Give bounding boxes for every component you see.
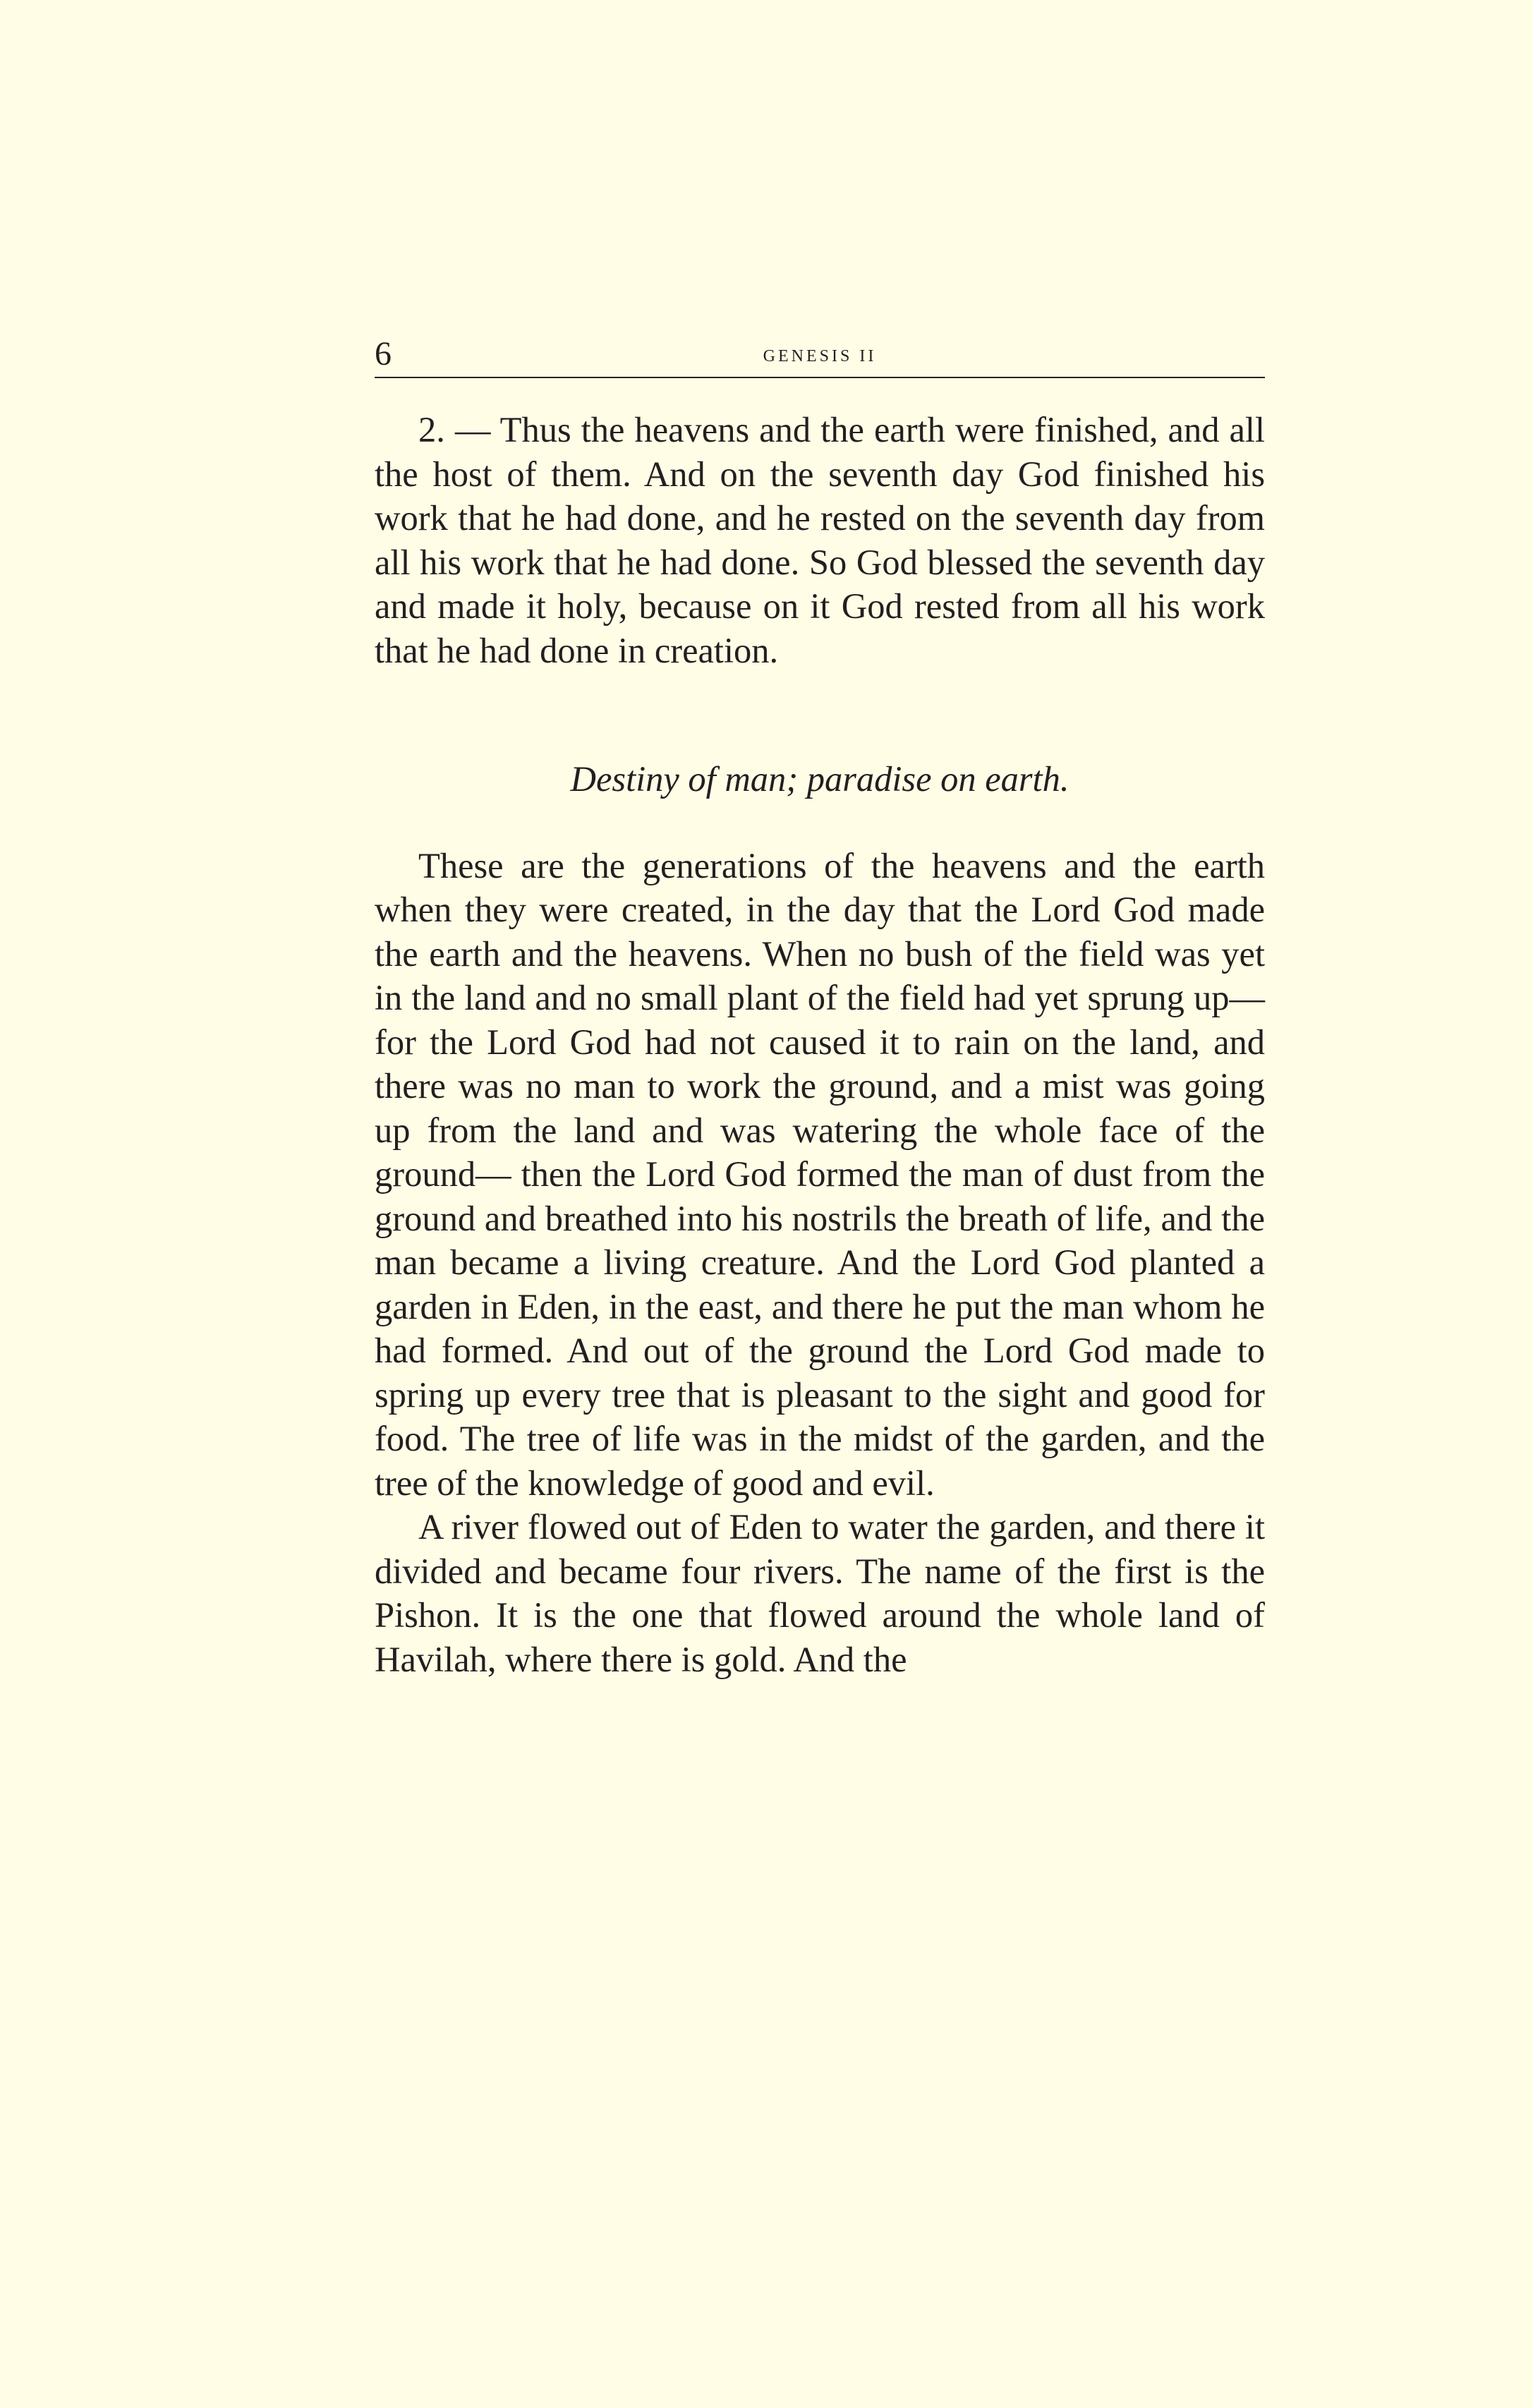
page-number: 6 <box>375 335 392 373</box>
section-heading: Destiny of man; paradise on earth. <box>570 759 1070 799</box>
verse-paragraph: 2. — Thus the heavens and the earth were finished, and all the host of them. And on the seventh day God finished his work that he had done, and he rested on the seventh day from all his work that he had done. So God blessed the seventh day and made it holy, because on it God rested from all his work that he had done in creation. <box>375 410 1265 670</box>
running-head-title: genesis ii <box>763 341 877 367</box>
paragraph-river: A river flowed out of Eden to water the garden, and there it divided and became four rivers. The name of the first is the Pishon. It is the one that flowed around the whole land of Havilah, where there is gold. And the <box>375 1507 1265 1679</box>
paragraph-generations: These are the generations of the heavens and the earth when they were created, in the day that the Lord God made the earth and the heavens. When no bush of the field was yet in the land and no small plant of the field had yet sprung up—for the Lord God had not caused it to rain on the land, and there was no man to work the ground, and a mist was going up from the land and was watering the whole face of the ground— then the Lord God formed the man of dust from the ground and breathed into his nostrils the breath of life, and the man became a living creature. And the Lord God planted a garden in Eden, in the east, and there he put the man whom he had formed. And out of the ground the Lord God made to spring up every tree that is pleasant to the sight and good for food. The tree of life was in the midst of the garden, and the tree of the knowledge of good and evil. <box>375 845 1265 1503</box>
body-text <box>375 408 1265 1681</box>
book-page <box>375 332 1265 1681</box>
running-head <box>375 332 1265 378</box>
